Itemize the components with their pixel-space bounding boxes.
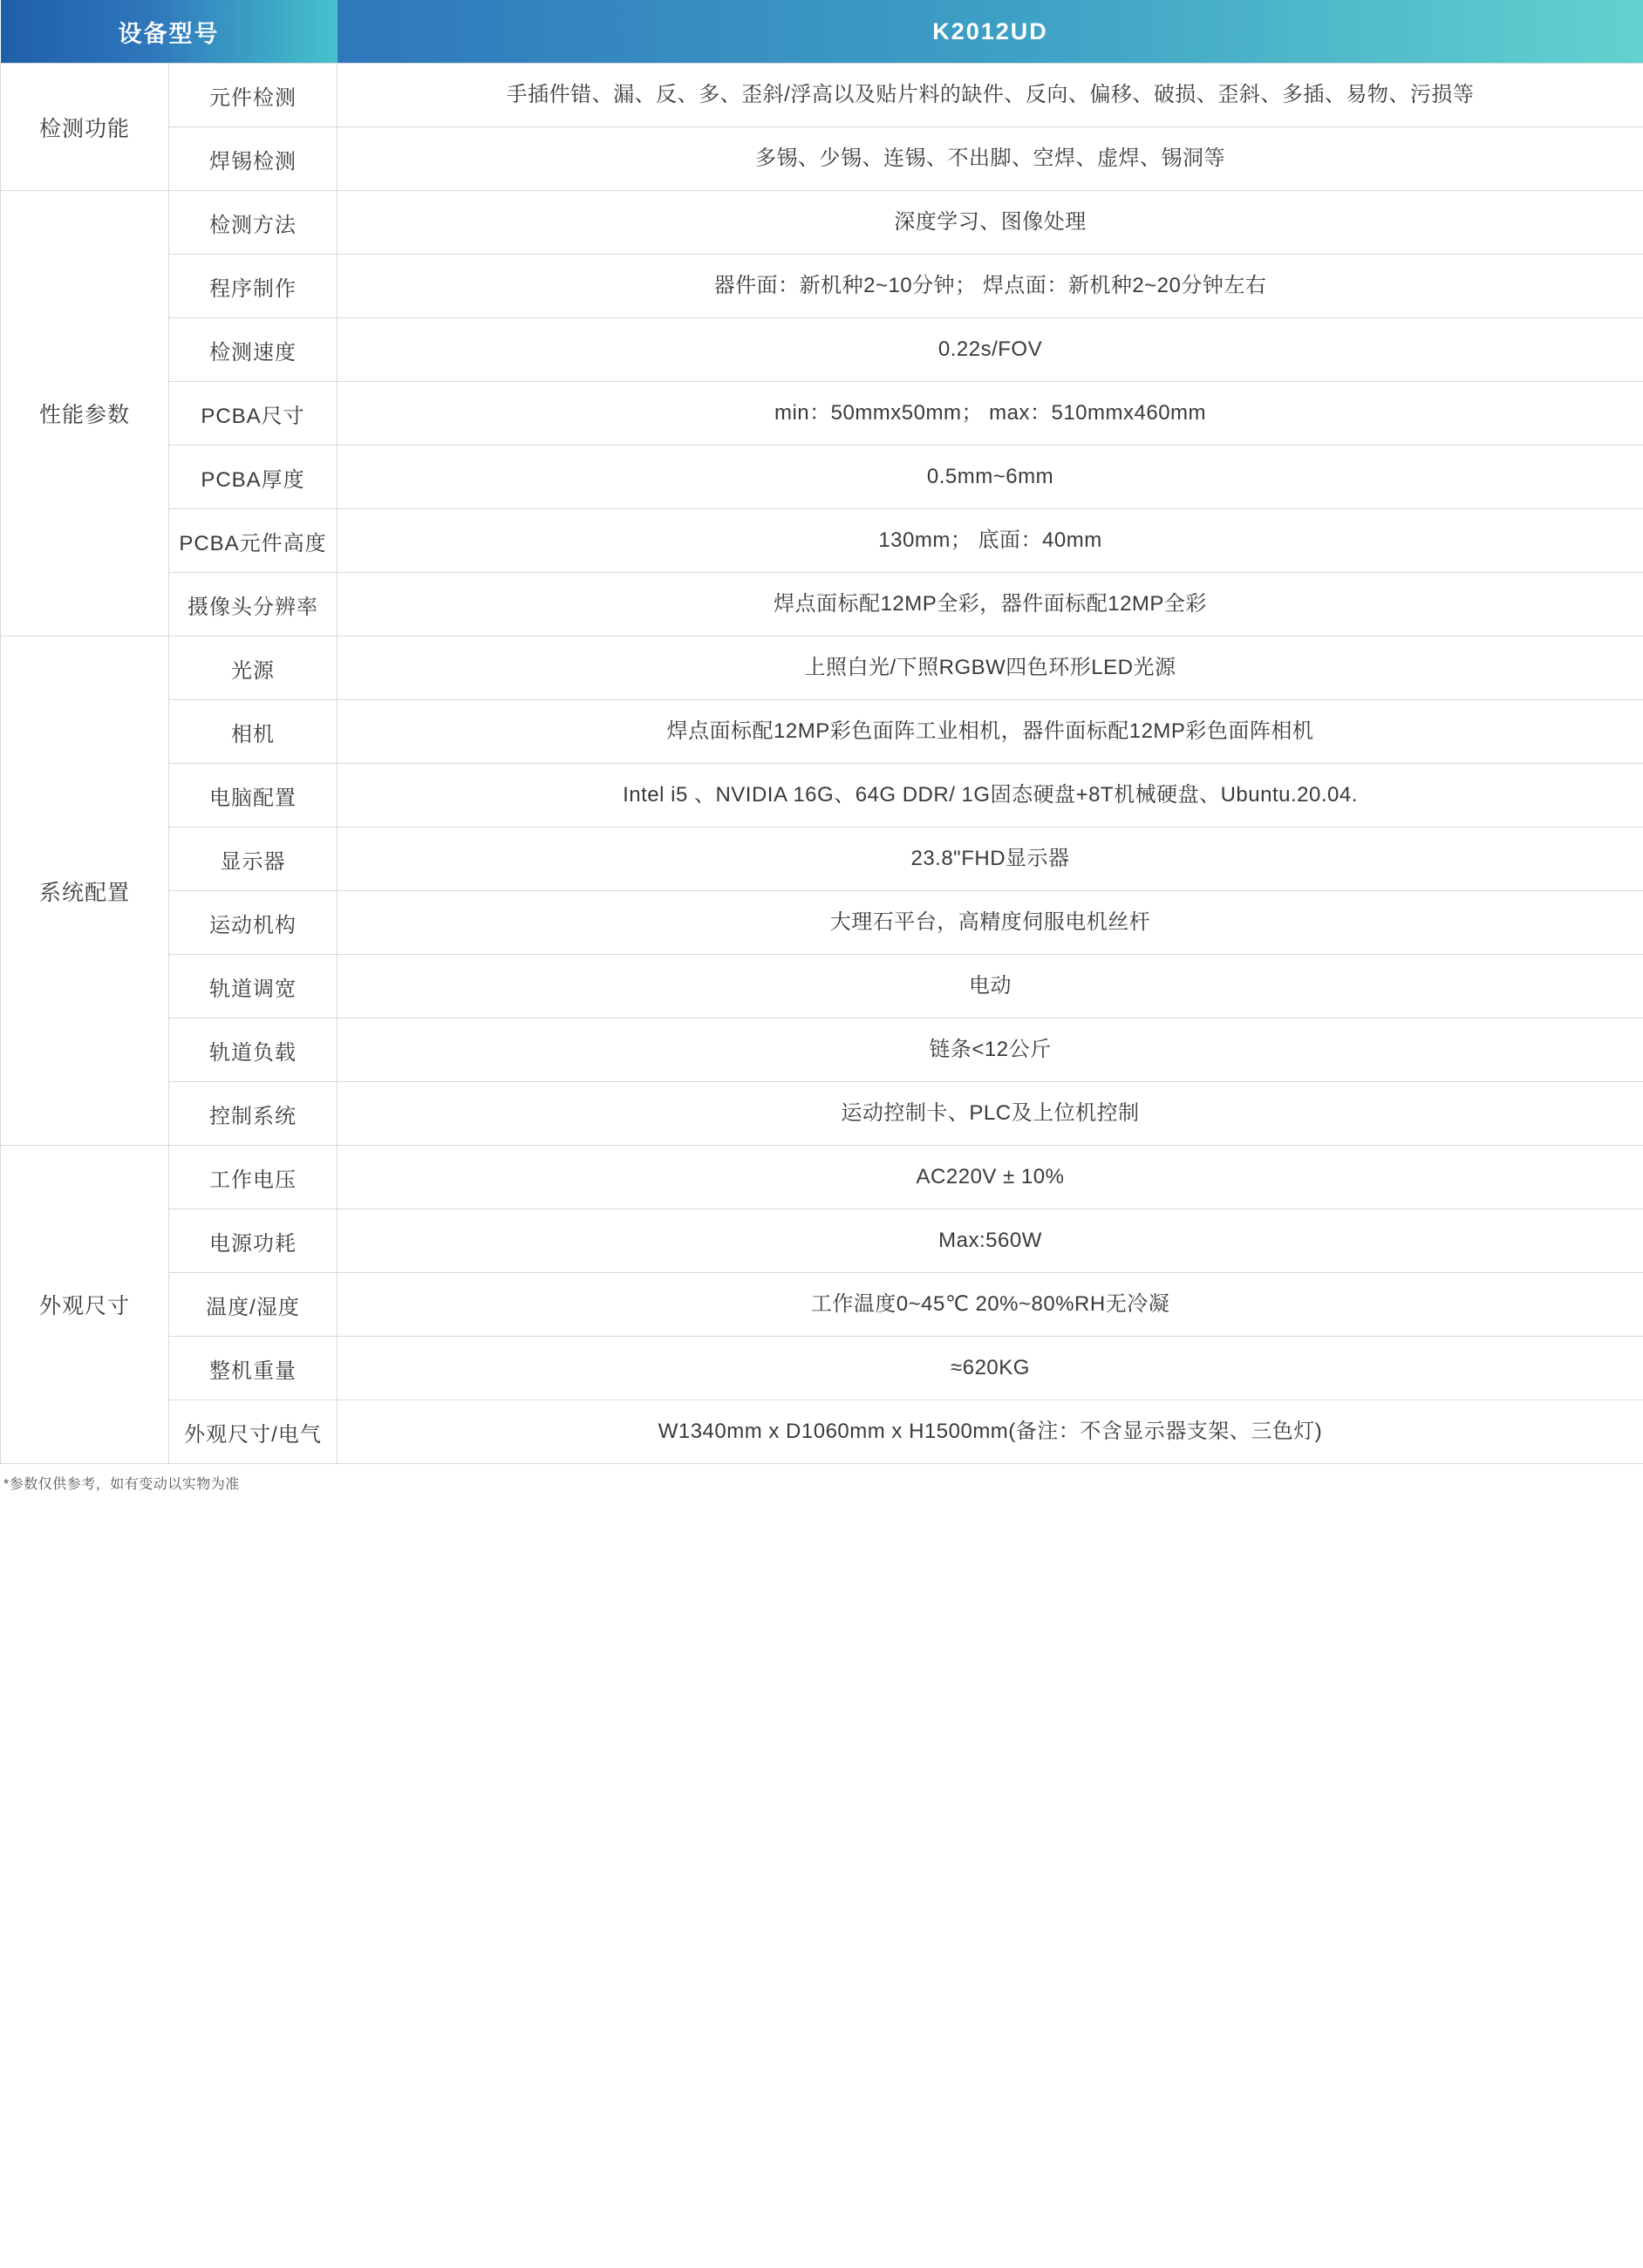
item-label: 元件检测 xyxy=(169,64,337,127)
item-label: 程序制作 xyxy=(169,255,337,318)
table-body xyxy=(1,64,1643,1464)
item-value: min：50mmx50mm； max：510mmx460mm xyxy=(337,382,1643,446)
item-value: 大理石平台，高精度伺服电机丝杆 xyxy=(337,891,1643,955)
table-row xyxy=(1,127,1643,191)
item-value: AC220V ± 10% xyxy=(337,1146,1643,1209)
item-label: 运动机构 xyxy=(169,891,337,955)
item-value: W1340mm x D1060mm x H1500mm(备注：不含显示器支架、三色灯) xyxy=(337,1400,1643,1464)
table-row xyxy=(1,64,1643,127)
item-value: 0.5mm~6mm xyxy=(337,446,1643,509)
group-label-performance-parameters: 性能参数 xyxy=(1,191,169,637)
table-row xyxy=(1,637,1643,700)
item-value: 多锡、少锡、连锡、不出脚、空焊、虚焊、锡洞等 xyxy=(337,127,1643,191)
table-row xyxy=(1,955,1643,1018)
group-label-system-configuration: 系统配置 xyxy=(1,637,169,1146)
item-label: 显示器 xyxy=(169,828,337,891)
footnote: *参数仅供参考，如有变动以实物为准 xyxy=(3,1477,240,1492)
item-value: 0.22s/FOV xyxy=(337,318,1643,382)
item-value: 运动控制卡、PLC及上位机控制 xyxy=(337,1082,1643,1146)
item-value: 工作温度0~45℃ 20%~80%RH无冷凝 xyxy=(337,1273,1643,1337)
item-value: 链条<12公斤 xyxy=(337,1018,1643,1082)
item-value: 器件面：新机种2~10分钟； 焊点面：新机种2~20分钟左右 xyxy=(337,255,1643,318)
item-value: 电动 xyxy=(337,955,1643,1018)
table-row xyxy=(1,191,1643,255)
header-model-value: K2012UD xyxy=(337,0,1643,64)
item-value: 深度学习、图像处理 xyxy=(337,191,1643,255)
item-label: 检测方法 xyxy=(169,191,337,255)
table-row xyxy=(1,1018,1643,1082)
item-value: 130mm； 底面：40mm xyxy=(337,509,1643,573)
item-label: PCBA尺寸 xyxy=(169,382,337,446)
table-row xyxy=(1,509,1643,573)
item-label: 工作电压 xyxy=(169,1146,337,1209)
table-row xyxy=(1,1337,1643,1400)
table-row xyxy=(1,382,1643,446)
item-value: Max:560W xyxy=(337,1209,1643,1273)
item-label: 控制系统 xyxy=(169,1082,337,1146)
item-label: 外观尺寸/电气 xyxy=(169,1400,337,1464)
table-row xyxy=(1,700,1643,764)
item-label: 电源功耗 xyxy=(169,1209,337,1273)
item-label: 温度/湿度 xyxy=(169,1273,337,1337)
table-row xyxy=(1,446,1643,509)
item-value: Intel i5 、NVIDIA 16G、64G DDR/ 1G固态硬盘+8T机械硬盘、Ubuntu.20.04. xyxy=(337,764,1643,828)
table-row xyxy=(1,891,1643,955)
table-row xyxy=(1,573,1643,637)
item-label: 焊锡检测 xyxy=(169,127,337,191)
item-label: 轨道负载 xyxy=(169,1018,337,1082)
header-model-label: 设备型号 xyxy=(1,0,337,64)
table-row xyxy=(1,1209,1643,1273)
table-row xyxy=(1,764,1643,828)
table-row xyxy=(1,318,1643,382)
item-value: ≈620KG xyxy=(337,1337,1643,1400)
item-value: 23.8"FHD显示器 xyxy=(337,828,1643,891)
table-row xyxy=(1,1273,1643,1337)
table-row xyxy=(1,255,1643,318)
item-value: 手插件错、漏、反、多、歪斜/浮高以及贴片料的缺件、反向、偏移、破损、歪斜、多插、易物、污损等 xyxy=(337,64,1643,127)
table-row xyxy=(1,828,1643,891)
item-label: 摄像头分辨率 xyxy=(169,573,337,637)
table-row xyxy=(1,1400,1643,1464)
item-label: 电脑配置 xyxy=(169,764,337,828)
item-label: 整机重量 xyxy=(169,1337,337,1400)
table-row xyxy=(1,1146,1643,1209)
item-label: 相机 xyxy=(169,700,337,764)
item-value: 焊点面标配12MP全彩，器件面标配12MP全彩 xyxy=(337,573,1643,637)
item-label: 检测速度 xyxy=(169,318,337,382)
item-label: 光源 xyxy=(169,637,337,700)
item-label: 轨道调宽 xyxy=(169,955,337,1018)
item-value: 焊点面标配12MP彩色面阵工业相机，器件面标配12MP彩色面阵相机 xyxy=(337,700,1643,764)
group-label-dimensions: 外观尺寸 xyxy=(1,1146,169,1464)
table-header xyxy=(1,0,1643,64)
group-label-detection-function: 检测功能 xyxy=(1,64,169,191)
table-row xyxy=(1,1082,1643,1146)
item-label: PCBA厚度 xyxy=(169,446,337,509)
item-label: PCBA元件高度 xyxy=(169,509,337,573)
item-value: 上照白光/下照RGBW四色环形LED光源 xyxy=(337,637,1643,700)
